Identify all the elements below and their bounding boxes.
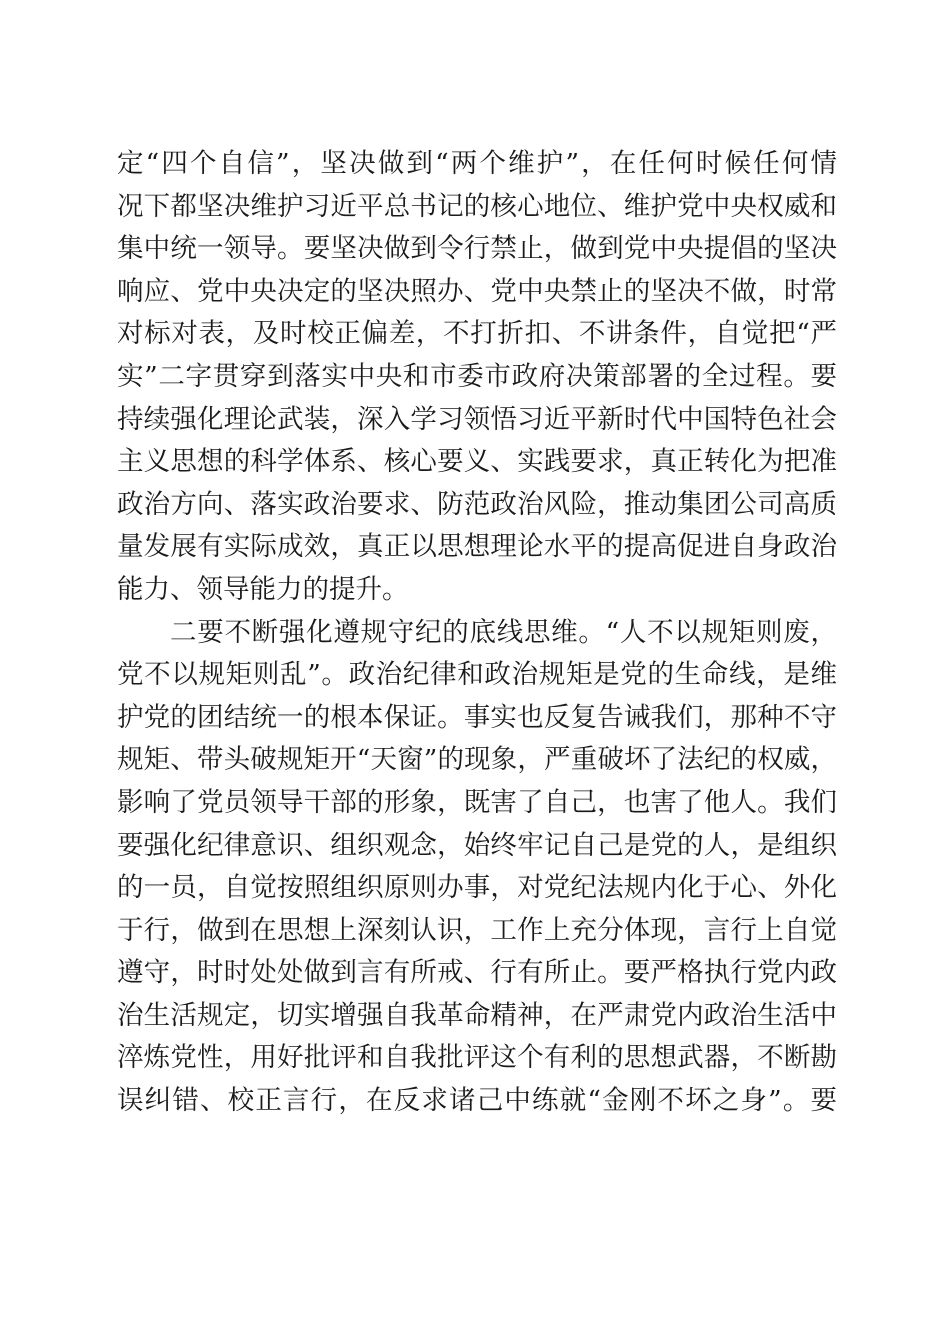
text-line: 主义思想的科学体系、核心要义、实践要求，真正转化为把准 <box>117 446 837 478</box>
text-line: 于行，做到在思想上深刻认识，工作上充分体现，言行上自觉 <box>117 914 837 946</box>
text-line: 能力、领导能力的提升。 <box>117 573 409 605</box>
text-line: 遵守，时时处处做到言有所戒、行有所止。要严格执行党内政 <box>117 957 837 989</box>
text-line: 况下都坚决维护习近平总书记的核心地位、维护党中央权威和 <box>117 190 837 222</box>
text-line: 党不以规矩则乱”。政治纪律和政治规矩是党的生命线，是维 <box>117 659 837 691</box>
text-line: 实”二字贯穿到落实中央和市委市政府决策部署的全过程。要 <box>117 360 837 392</box>
text-line: 的一员，自觉按照组织原则办事，对党纪法规内化于心、外化 <box>117 872 837 904</box>
text-line: 响应、党中央决定的坚决照办、党中央禁止的坚决不做，时常 <box>117 275 837 307</box>
text-line: 规矩、带头破规矩开“天窗”的现象，严重破坏了法纪的权威， <box>117 744 837 776</box>
text-line: 护党的团结统一的根本保证。事实也反复告诫我们，那种不守 <box>117 701 837 733</box>
text-line: 治生活规定，切实增强自我革命精神，在严肃党内政治生活中 <box>117 999 837 1031</box>
text-line: 政治方向、落实政治要求、防范政治风险，推动集团公司高质 <box>117 488 837 520</box>
text-line: 量发展有实际成效，真正以思想理论水平的提高促进自身政治 <box>117 531 837 563</box>
text-line: 误纠错、校正言行，在反求诸己中练就“金刚不坏之身”。要 <box>117 1085 837 1117</box>
body-text <box>117 143 837 1123</box>
text-line: 对标对表，及时校正偏差，不打折扣、不讲条件，自觉把“严 <box>117 318 837 350</box>
text-line: 淬炼党性，用好批评和自我批评这个有利的思想武器，不断勘 <box>117 1042 837 1074</box>
paragraph-start-line: 二要不断强化遵规守纪的底线思维。“人不以规矩则废， <box>170 616 837 648</box>
text-line: 要强化纪律意识、组织观念，始终牢记自己是党的人，是组织 <box>117 829 837 861</box>
text-line: 定“四个自信”，坚决做到“两个维护”，在任何时候任何情 <box>117 148 837 179</box>
text-line: 持续强化理论武装，深入学习领悟习近平新时代中国特色社会 <box>117 403 837 435</box>
text-line: 影响了党员领导干部的形象，既害了自己，也害了他人。我们 <box>117 786 837 818</box>
text-line: 集中统一领导。要坚决做到令行禁止，做到党中央提倡的坚决 <box>117 233 837 265</box>
